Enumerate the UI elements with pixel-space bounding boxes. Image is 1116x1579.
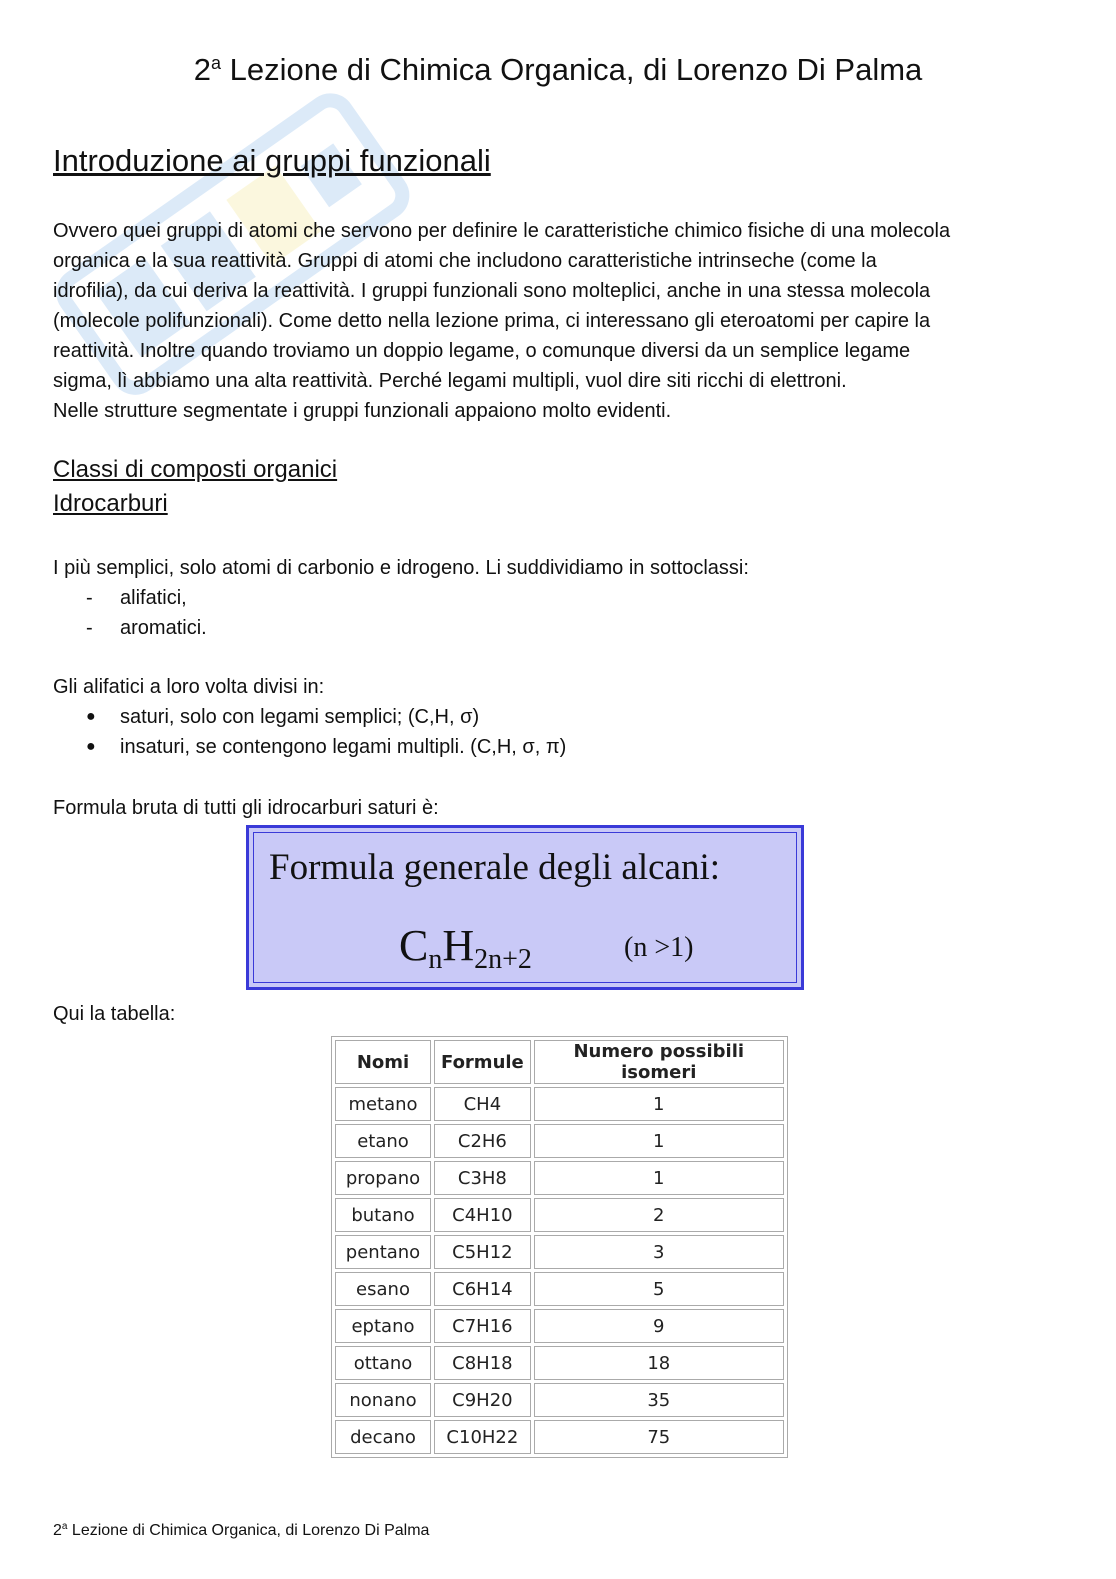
table-header-row: [335, 1040, 784, 1084]
cell-name: butano: [335, 1198, 431, 1232]
page-title: 2$^a$ Lezione di Chimica Organica, di Lorenzo Di Palma: [193, 52, 923, 87]
paragraph-line: sigma, lì abbiamo una alta reattività. Perché legami multipli, vuol dire siti ricchi di elettroni.: [53, 370, 847, 392]
table-row: [335, 1420, 784, 1454]
cell-name: nonano: [335, 1383, 431, 1417]
cell-name: ottano: [335, 1346, 431, 1380]
dash-marker: -: [86, 587, 93, 609]
cell-name: esano: [335, 1272, 431, 1306]
table-row: [335, 1087, 784, 1121]
bullet-marker: ●: [86, 708, 96, 725]
heading-idrocarburi: Idrocarburi: [53, 490, 168, 517]
heading-gruppi-funzionali: Introduzione ai gruppi funzionali: [53, 143, 491, 178]
cell-isomers: 3: [534, 1235, 784, 1269]
table-row: [335, 1272, 784, 1306]
intro-paragraph: [53, 216, 1073, 426]
formula-image: [246, 825, 804, 990]
table-row: [335, 1346, 784, 1380]
cell-formula: C4H10: [434, 1198, 531, 1232]
formula-title: Formula generale degli alcani:: [269, 847, 721, 888]
alkanes-table: [331, 1036, 788, 1458]
cell-isomers: 1: [534, 1161, 784, 1195]
page-footer: 2$^a$ Lezione di Chimica Organica, di Lorenzo Di Palma: [53, 1521, 430, 1539]
paragraph-line: Nelle strutture segmentate i gruppi funzionali appaiono molto evidenti.: [53, 400, 672, 422]
cell-isomers: 1: [534, 1124, 784, 1158]
cell-formula: C5H12: [434, 1235, 531, 1269]
table-row: [335, 1309, 784, 1343]
paragraph-line: organica e la sua reattività. Gruppi di atomi che includono caratteristiche intrinseche (come la: [53, 250, 877, 272]
cell-formula: C3H8: [434, 1161, 531, 1195]
bullet-marker: ●: [86, 738, 96, 755]
cell-formula: C8H18: [434, 1346, 531, 1380]
column-header: Numero possibili isomeri: [534, 1040, 784, 1084]
cell-name: metano: [335, 1087, 431, 1121]
paragraph-line: (molecole polifunzionali). Come detto nella lezione prima, ci interessano gli eteroatomi per capire la: [53, 310, 931, 332]
alifatici-intro: Gli alifatici a loro volta divisi in:: [53, 676, 325, 698]
cell-isomers: 18: [534, 1346, 784, 1380]
formula-intro: Formula bruta di tutti gli idrocarburi saturi è:: [53, 797, 439, 819]
cell-name: eptano: [335, 1309, 431, 1343]
cell-name: pentano: [335, 1235, 431, 1269]
cell-formula: C2H6: [434, 1124, 531, 1158]
cell-name: decano: [335, 1420, 431, 1454]
cell-isomers: 5: [534, 1272, 784, 1306]
column-header: Nomi: [335, 1040, 431, 1084]
cell-isomers: 1: [534, 1087, 784, 1121]
paragraph-line: reattività. Inoltre quando troviamo un doppio legame, o comunque diversi da un semplice legame: [53, 340, 911, 362]
table-row: [335, 1198, 784, 1232]
cell-formula: C9H20: [434, 1383, 531, 1417]
cell-isomers: 9: [534, 1309, 784, 1343]
paragraph-line: Ovvero quei gruppi di atomi che servono per definire le caratteristiche chimico fisiche di una molecola: [53, 220, 951, 242]
cell-formula: C10H22: [434, 1420, 531, 1454]
heading-classi-composti: Classi di composti organici: [53, 456, 338, 483]
cell-isomers: 2: [534, 1198, 784, 1232]
cell-formula: C6H14: [434, 1272, 531, 1306]
table-row: [335, 1124, 784, 1158]
table-row: [335, 1161, 784, 1195]
cell-name: propano: [335, 1161, 431, 1195]
table-intro: Qui la tabella:: [53, 1003, 176, 1025]
cell-isomers: 35: [534, 1383, 784, 1417]
column-header: Formule: [434, 1040, 531, 1084]
cell-formula: C7H16: [434, 1309, 531, 1343]
formula-expression: $C_nH_{2n+2}$: [399, 921, 532, 975]
cell-name: etano: [335, 1124, 431, 1158]
table-row: [335, 1383, 784, 1417]
cell-isomers: 75: [534, 1420, 784, 1454]
table-row: [335, 1235, 784, 1269]
paragraph-line: idrofilia), da cui deriva la reattività. I gruppi funzionali sono molteplici, anche in una stessa molecola: [53, 280, 931, 302]
idrocarburi-intro: I più semplici, solo atomi di carbonio e idrogeno. Li suddividiamo in sottoclassi:: [53, 557, 749, 579]
list-item: alifatici,: [120, 587, 187, 609]
formula-condition: (n >1): [624, 932, 694, 963]
list-item: insaturi, se contengono legami multipli. (C,H, σ, π): [120, 736, 567, 758]
list-item: saturi, solo con legami semplici; (C,H, σ): [120, 706, 480, 728]
list-item: aromatici.: [120, 617, 207, 639]
cell-formula: CH4: [434, 1087, 531, 1121]
dash-marker: -: [86, 617, 93, 639]
